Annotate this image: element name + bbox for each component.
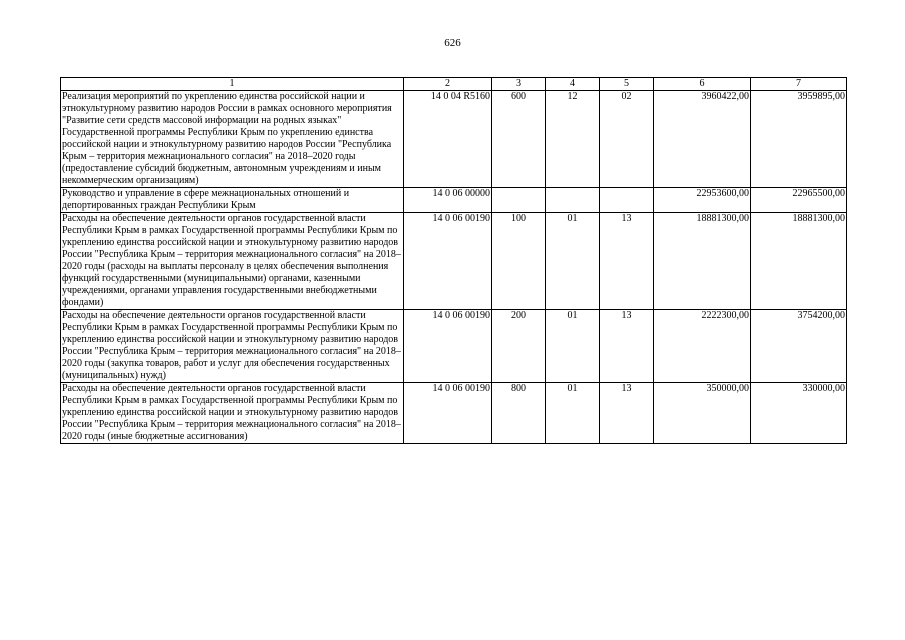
- amount-col7: 22965500,00: [751, 188, 847, 213]
- target-article-code: 14 0 06 00190: [404, 310, 492, 383]
- column-header: 6: [654, 78, 751, 91]
- target-article-code: 14 0 04 R5160: [404, 91, 492, 188]
- section-code: 01: [546, 310, 600, 383]
- column-header: 3: [492, 78, 546, 91]
- target-article-code: 14 0 06 00000: [404, 188, 492, 213]
- amount-col7: 3959895,00: [751, 91, 847, 188]
- subsection-code: [600, 188, 654, 213]
- subsection-code: 13: [600, 310, 654, 383]
- amount-col6: 18881300,00: [654, 213, 751, 310]
- budget-table: [60, 77, 847, 444]
- column-header: 5: [600, 78, 654, 91]
- row-description: Реализация мероприятий по укреплению единства российской нации и этнокультурному развитию народов России в рамках основного мероприятия "Развитие сети средств массовой информации на родных языках" Государственной программы Республики Крым по укреплению единства российской нации и этнокультурному развитию народов России "Республика Крым – территория межнационального согласия" на 2018–2020 годы (предоставление субсидий бюджетным, автономным учреждениям и иным некоммерческим организациям): [61, 91, 404, 188]
- amount-col7: 330000,00: [751, 383, 847, 444]
- table-row: [61, 310, 847, 383]
- target-article-code: 14 0 06 00190: [404, 383, 492, 444]
- expense-type-code: [492, 188, 546, 213]
- row-description: Расходы на обеспечение деятельности органов государственной власти Республики Крым в рамках Государственной программы Республики Крым по укреплению единства российской нации и этнокультурному развитию народов России "Республика Крым – территория межнационального согласия" на 2018–2020 годы (иные бюджетные ассигнования): [61, 383, 404, 444]
- amount-col7: 18881300,00: [751, 213, 847, 310]
- section-code: [546, 188, 600, 213]
- expense-type-code: 800: [492, 383, 546, 444]
- column-header: 1: [61, 78, 404, 91]
- subsection-code: 13: [600, 383, 654, 444]
- row-description: Расходы на обеспечение деятельности органов государственной власти Республики Крым в рамках Государственной программы Республики Крым по укреплению единства российской нации и этнокультурному развитию народов России "Республика Крым – территория межнационального согласия" на 2018–2020 годы (расходы на выплаты персоналу в целях обеспечения выполнения функций государственными (муниципальными) органами, казенными учреждениями, органами управления государственными внебюджетными фондами): [61, 213, 404, 310]
- subsection-code: 02: [600, 91, 654, 188]
- amount-col6: 3960422,00: [654, 91, 751, 188]
- column-header: 7: [751, 78, 847, 91]
- column-header: 2: [404, 78, 492, 91]
- table-row: [61, 383, 847, 444]
- expense-type-code: 600: [492, 91, 546, 188]
- subsection-code: 13: [600, 213, 654, 310]
- row-description: Руководство и управление в сфере межнациональных отношений и депортированных граждан Республики Крым: [61, 188, 404, 213]
- amount-col6: 2222300,00: [654, 310, 751, 383]
- row-description: Расходы на обеспечение деятельности органов государственной власти Республики Крым в рамках Государственной программы Республики Крым по укреплению единства российской нации и этнокультурному развитию народов России "Республика Крым – территория межнационального согласия" на 2018–2020 годы (закупка товаров, работ и услуг для обеспечения государственных (муниципальных) нужд): [61, 310, 404, 383]
- section-code: 01: [546, 213, 600, 310]
- expense-type-code: 200: [492, 310, 546, 383]
- section-code: 01: [546, 383, 600, 444]
- table-row: [61, 91, 847, 188]
- target-article-code: 14 0 06 00190: [404, 213, 492, 310]
- expense-type-code: 100: [492, 213, 546, 310]
- column-header: 4: [546, 78, 600, 91]
- table-header-row: [61, 78, 847, 91]
- table-row: [61, 188, 847, 213]
- table-row: [61, 213, 847, 310]
- amount-col7: 3754200,00: [751, 310, 847, 383]
- amount-col6: 22953600,00: [654, 188, 751, 213]
- amount-col6: 350000,00: [654, 383, 751, 444]
- section-code: 12: [546, 91, 600, 188]
- page-number: 626: [444, 37, 461, 49]
